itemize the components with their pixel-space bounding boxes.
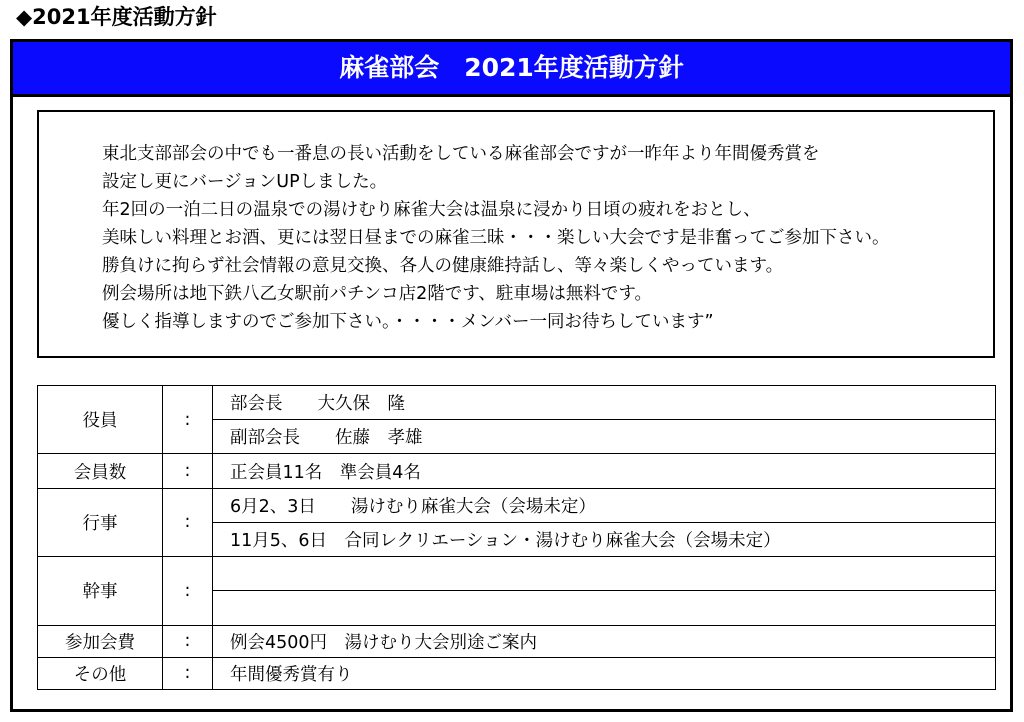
intro-line-6: 例会場所は地下鉄八乙女駅前パチンコ店2階です、駐車場は無料です。 bbox=[102, 284, 652, 304]
event-2: 11月5、6日 合同レクリエーション・湯けむり麻雀大会（会場未定） bbox=[213, 522, 996, 556]
other-label: その他 bbox=[38, 657, 163, 689]
members-label: 会員数 bbox=[38, 454, 163, 488]
colon: : bbox=[163, 386, 213, 454]
intro-line-7: 優しく指導しますのでご参加下さい。・・・・メンバー一同お待ちしています” bbox=[102, 312, 714, 332]
officers-label: 役員 bbox=[38, 386, 163, 454]
policy-frame bbox=[10, 39, 1013, 712]
officer-chair: 部会長 大久保 隆 bbox=[213, 386, 996, 420]
intro-line-4: 美味しい料理とお酒、更には翌日昼までの麻雀三昧・・・楽しい大会です是非奮ってご参加下さい。 bbox=[102, 228, 890, 248]
officer-vice-chair: 副部会長 佐藤 孝雄 bbox=[213, 420, 996, 454]
colon: : bbox=[163, 657, 213, 689]
secretary-2 bbox=[213, 591, 996, 625]
table-row-members bbox=[38, 454, 996, 488]
banner-title: 麻雀部会 2021年度活動方針 bbox=[13, 42, 1010, 97]
secretary-label: 幹事 bbox=[38, 557, 163, 625]
colon: : bbox=[163, 454, 213, 488]
intro-line-3: 年2回の一泊二日の温泉での湯けむり麻雀大会は温泉に浸かり日頃の疲れをおとし、 bbox=[102, 200, 761, 220]
intro-box bbox=[37, 110, 995, 358]
colon: : bbox=[163, 557, 213, 625]
intro-line-2: 設定し更にバージョンUPしました。 bbox=[102, 172, 388, 192]
fee-value: 例会4500円 湯けむり大会別途ご案内 bbox=[213, 625, 996, 657]
info-table bbox=[37, 385, 996, 690]
other-value: 年間優秀賞有り bbox=[213, 657, 996, 689]
table-row-officers-1 bbox=[38, 386, 996, 420]
event-1: 6月2、3日 湯けむり麻雀大会（会場未定） bbox=[213, 488, 996, 522]
page-heading: ◆2021年度活動方針 bbox=[16, 5, 217, 29]
colon: : bbox=[163, 625, 213, 657]
members-value: 正会員11名 準会員4名 bbox=[213, 454, 996, 488]
secretary-1 bbox=[213, 557, 996, 591]
intro-line-1: 東北支部部会の中でも一番息の長い活動をしている麻雀部会ですが一昨年より年間優秀賞を bbox=[102, 144, 820, 164]
table-row-events-1 bbox=[38, 488, 996, 522]
fee-label: 参加会費 bbox=[38, 625, 163, 657]
table-row-fee bbox=[38, 625, 996, 657]
colon: : bbox=[163, 488, 213, 556]
events-label: 行事 bbox=[38, 488, 163, 556]
intro-line-5: 勝負けに拘らず社会情報の意見交換、各人の健康維持話し、等々楽しくやっています。 bbox=[102, 256, 784, 276]
table-row-secretary-1 bbox=[38, 557, 996, 591]
table-row-other bbox=[38, 657, 996, 689]
